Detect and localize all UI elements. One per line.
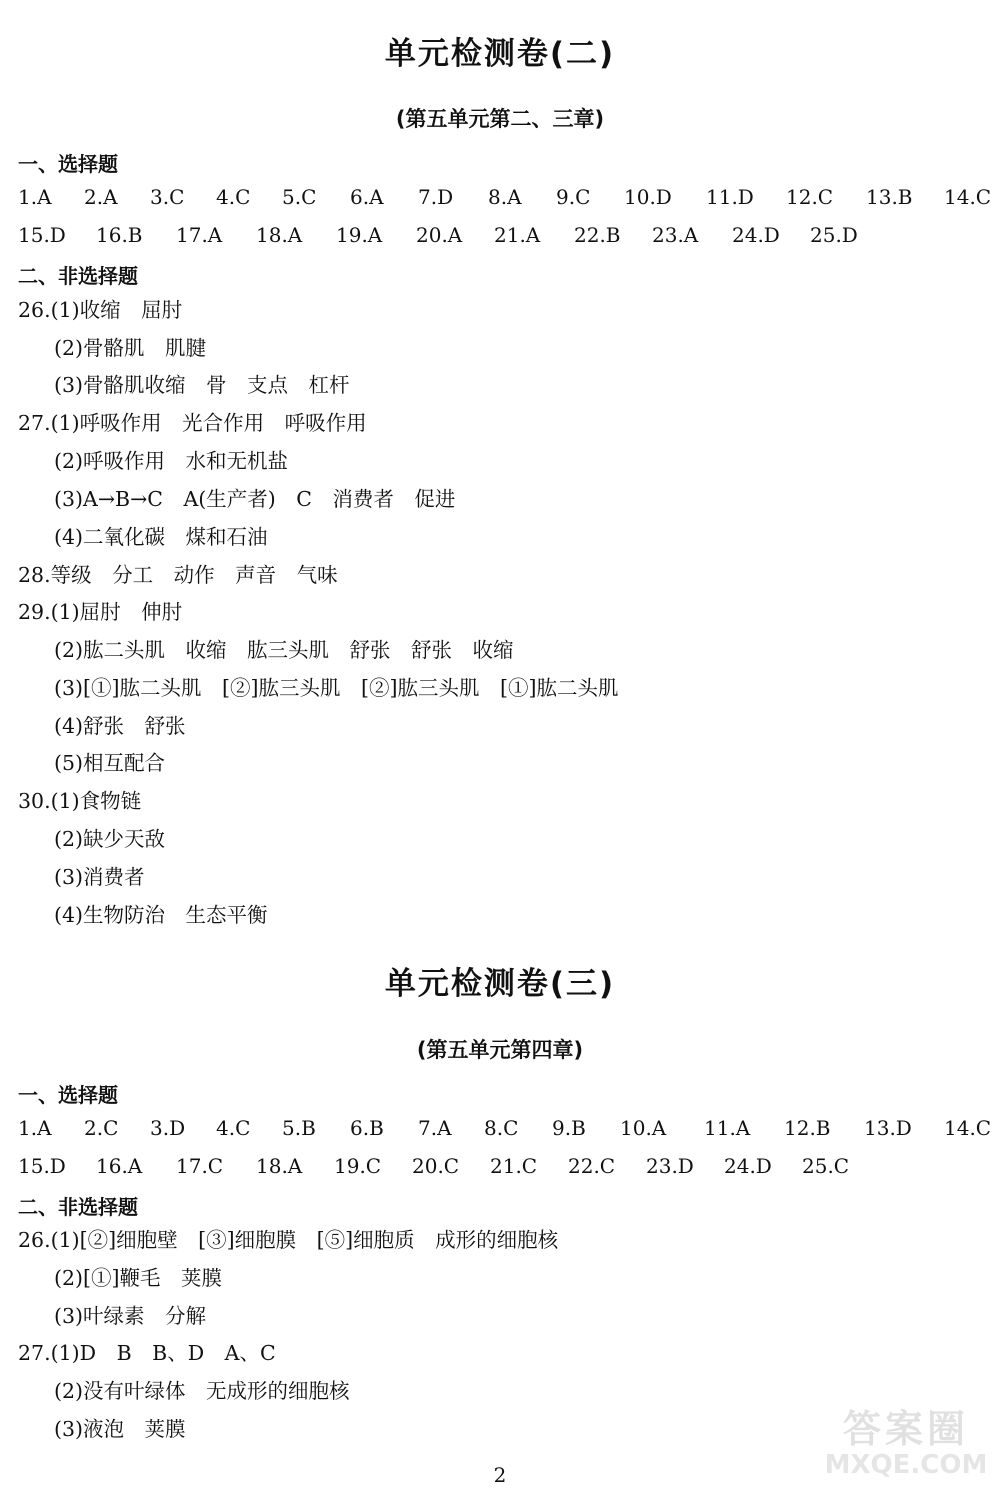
- mc-answer: 11.D: [706, 185, 754, 209]
- mc-answer: 12.B: [784, 1116, 831, 1140]
- mc-answer: 12.C: [786, 185, 834, 209]
- unit2-section-nonchoice: 二、非选择题: [18, 264, 138, 288]
- unit3-mc-row1: [18, 1116, 1000, 1140]
- mc-answer: 21.A: [494, 223, 541, 247]
- mc-answer: 23.A: [652, 223, 699, 247]
- unit3-mc-row2: [18, 1154, 1000, 1178]
- mc-answer: 3.C: [150, 185, 185, 209]
- mc-answer: 9.C: [556, 185, 591, 209]
- mc-answer: 19.A: [336, 223, 383, 247]
- unit2-title: 单元检测卷(二): [384, 36, 616, 72]
- mc-answer: 22.C: [568, 1154, 616, 1178]
- answer-line: (3)A→B→C A(生产者) C 消费者 促进: [54, 487, 456, 511]
- answer-line: (3)叶绿素 分解: [54, 1304, 207, 1328]
- mc-answer: 8.A: [488, 185, 522, 209]
- mc-answer: 7.A: [418, 1116, 452, 1140]
- unit2-subtitle: (第五单元第二、三章): [395, 107, 605, 131]
- mc-answer: 10.A: [620, 1116, 667, 1140]
- answer-line: 28.等级 分工 动作 声音 气味: [18, 563, 338, 587]
- mc-answer: 23.D: [646, 1154, 694, 1178]
- mc-answer: 15.D: [18, 223, 66, 247]
- mc-answer: 24.D: [732, 223, 780, 247]
- answer-line: 26.(1)收缩 屈肘: [18, 298, 183, 322]
- answer-line: (2)肱二头肌 收缩 肱三头肌 舒张 舒张 收缩: [54, 638, 514, 662]
- unit3-section-choice: 一、选择题: [18, 1083, 118, 1107]
- mc-answer: 25.C: [802, 1154, 850, 1178]
- mc-answer: 4.C: [216, 185, 251, 209]
- mc-answer: 24.D: [724, 1154, 772, 1178]
- answer-line: (3)骨骼肌收缩 骨 支点 杠杆: [54, 373, 350, 397]
- unit3-title: 单元检测卷(三): [384, 966, 616, 1002]
- answer-line: (3)消费者: [54, 865, 145, 889]
- mc-answer: 2.A: [84, 185, 118, 209]
- answer-line: (2)缺少天敌: [54, 827, 166, 851]
- mc-answer: 6.A: [350, 185, 384, 209]
- answer-line: 29.(1)屈肘 伸肘: [18, 600, 183, 624]
- mc-answer: 5.C: [282, 185, 317, 209]
- mc-answer: 5.B: [282, 1116, 316, 1140]
- watermark-text: 答案圈: [842, 1407, 969, 1451]
- unit2-mc-row1: [18, 185, 1000, 209]
- mc-answer: 11.A: [704, 1116, 751, 1140]
- unit2-section-choice: 一、选择题: [18, 152, 118, 176]
- mc-answer: 2.C: [84, 1116, 119, 1140]
- answer-line: (4)生物防治 生态平衡: [54, 903, 268, 927]
- answer-line: (3)液泡 荚膜: [54, 1417, 186, 1441]
- page-number: 2: [493, 1463, 507, 1487]
- mc-answer: 9.B: [552, 1116, 586, 1140]
- answer-line: (2)骨骼肌 肌腱: [54, 336, 207, 360]
- mc-answer: 18.A: [256, 223, 303, 247]
- mc-answer: 3.D: [150, 1116, 186, 1140]
- unit3-subtitle: (第五单元第四章): [416, 1038, 584, 1062]
- mc-answer: 1.A: [18, 185, 52, 209]
- answer-line: (2)[①]鞭毛 荚膜: [54, 1266, 223, 1290]
- mc-answer: 14.C: [944, 185, 992, 209]
- mc-answer: 19.C: [334, 1154, 382, 1178]
- answer-line: (2)呼吸作用 水和无机盐: [54, 449, 289, 473]
- answer-line: 27.(1)D B B、D A、C: [18, 1341, 276, 1365]
- answer-line: (2)没有叶绿体 无成形的细胞核: [54, 1379, 350, 1403]
- answer-line: (3)[①]肱二头肌 [②]肱三头肌 [②]肱三头肌 [①]肱二头肌: [54, 676, 619, 700]
- mc-answer: 4.C: [216, 1116, 251, 1140]
- mc-answer: 13.D: [864, 1116, 912, 1140]
- mc-answer: 22.B: [574, 223, 621, 247]
- unit2-mc-row2: [18, 223, 1000, 247]
- mc-answer: 16.A: [96, 1154, 143, 1178]
- mc-answer: 14.C: [944, 1116, 992, 1140]
- mc-answer: 15.D: [18, 1154, 66, 1178]
- mc-answer: 7.D: [418, 185, 454, 209]
- mc-answer: 20.A: [416, 223, 463, 247]
- answer-line: 27.(1)呼吸作用 光合作用 呼吸作用: [18, 411, 367, 435]
- mc-answer: 17.C: [176, 1154, 224, 1178]
- answer-line: (5)相互配合: [54, 751, 166, 775]
- watermark-url: MXQE.COM: [824, 1450, 988, 1480]
- mc-answer: 16.B: [96, 223, 143, 247]
- mc-answer: 18.A: [256, 1154, 303, 1178]
- answer-line: 30.(1)食物链: [18, 789, 142, 813]
- mc-answer: 8.C: [484, 1116, 519, 1140]
- unit3-section-nonchoice: 二、非选择题: [18, 1195, 138, 1219]
- mc-answer: 21.C: [490, 1154, 538, 1178]
- mc-answer: 6.B: [350, 1116, 384, 1140]
- answer-line: (4)舒张 舒张: [54, 714, 186, 738]
- mc-answer: 17.A: [176, 223, 223, 247]
- mc-answer: 13.B: [866, 185, 913, 209]
- answer-line: (4)二氧化碳 煤和石油: [54, 525, 268, 549]
- watermark-logo: [818, 1398, 994, 1482]
- mc-answer: 10.D: [624, 185, 672, 209]
- mc-answer: 25.D: [810, 223, 858, 247]
- mc-answer: 20.C: [412, 1154, 460, 1178]
- mc-answer: 1.A: [18, 1116, 52, 1140]
- answer-line: 26.(1)[②]细胞壁 [③]细胞膜 [⑤]细胞质 成形的细胞核: [18, 1228, 559, 1252]
